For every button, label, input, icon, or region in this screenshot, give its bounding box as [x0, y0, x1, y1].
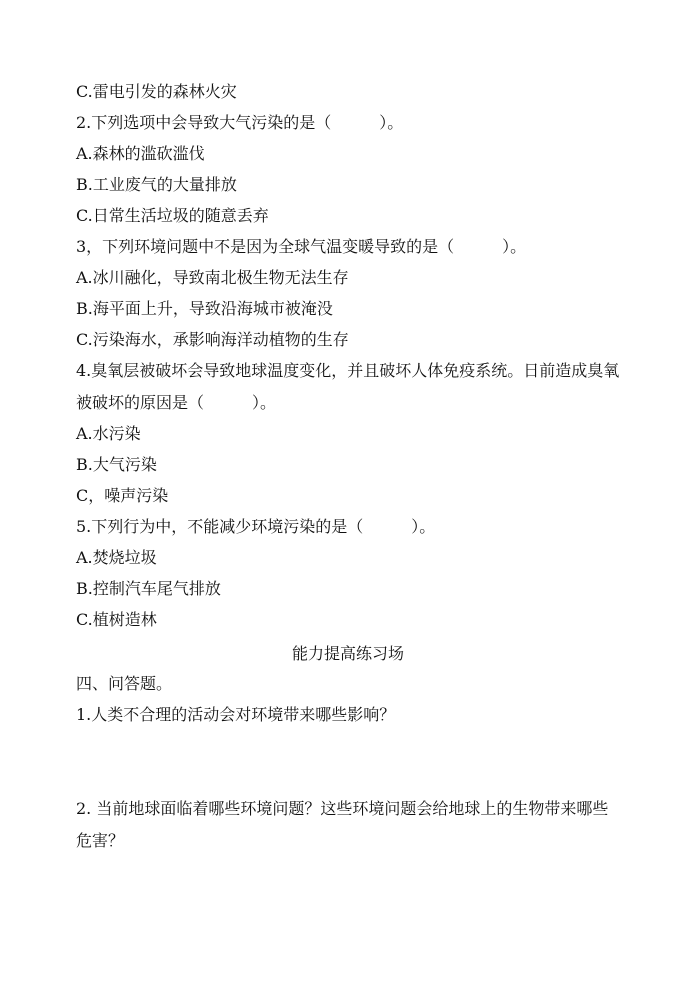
q5-option-b: B.控制汽车尾气排放: [76, 579, 221, 598]
q5-option-c: C.植树造林: [76, 610, 157, 629]
q3-option-a: A.冰川融化，导致南北极生物无法生存: [76, 268, 349, 287]
q3-option-c: C.污染海水，承影响海洋动植物的生存: [76, 330, 349, 349]
q5-stem: 5.下列行为中，不能减少环境污染的是（ ）。: [76, 517, 436, 536]
part4-title: 四、问答题。: [76, 674, 173, 693]
q4-stem-line2: 被破坏的原因是（ ）。: [76, 393, 277, 412]
q2-option-b: B.工业废气的大量排放: [76, 175, 237, 194]
q2-stem: 2.下列选项中会导致大气污染的是（ ）。: [76, 113, 404, 132]
q5-option-a: A.焚烧垃圾: [76, 548, 157, 567]
part4-q1: 1.人类不合理的活动会对环境带来哪些影响？: [76, 705, 396, 724]
q4-option-b: B.大气污染: [76, 455, 157, 474]
q4-option-c: C，噪声污染: [76, 486, 169, 505]
section-heading: 能力提高练习场: [291, 644, 404, 663]
q4-stem-line1: 4.臭氧层被破坏会导致地球温度变化，并且破坏人体免疫系统。日前造成臭氧: [76, 361, 620, 380]
q2-option-c: C.日常生活垃圾的随意丢弃: [76, 206, 269, 225]
q4-option-a: A.水污染: [76, 424, 141, 443]
part4-q2-line1: 2. 当前地球面临着哪些环境问题？这些环境问题会给地球上的生物带来哪些: [76, 799, 609, 818]
q1-option-c: C.雷电引发的森林火灾: [76, 82, 237, 101]
part4-q2-line2: 危害？: [76, 831, 125, 850]
q3-option-b: B.海平面上升，导致沿海城市被淹没: [76, 299, 333, 318]
q3-stem: 3，下列环境问题中不是因为全球气温变暖导致的是（ ）。: [76, 237, 527, 256]
q2-option-a: A.森林的滥砍滥伐: [76, 144, 205, 163]
